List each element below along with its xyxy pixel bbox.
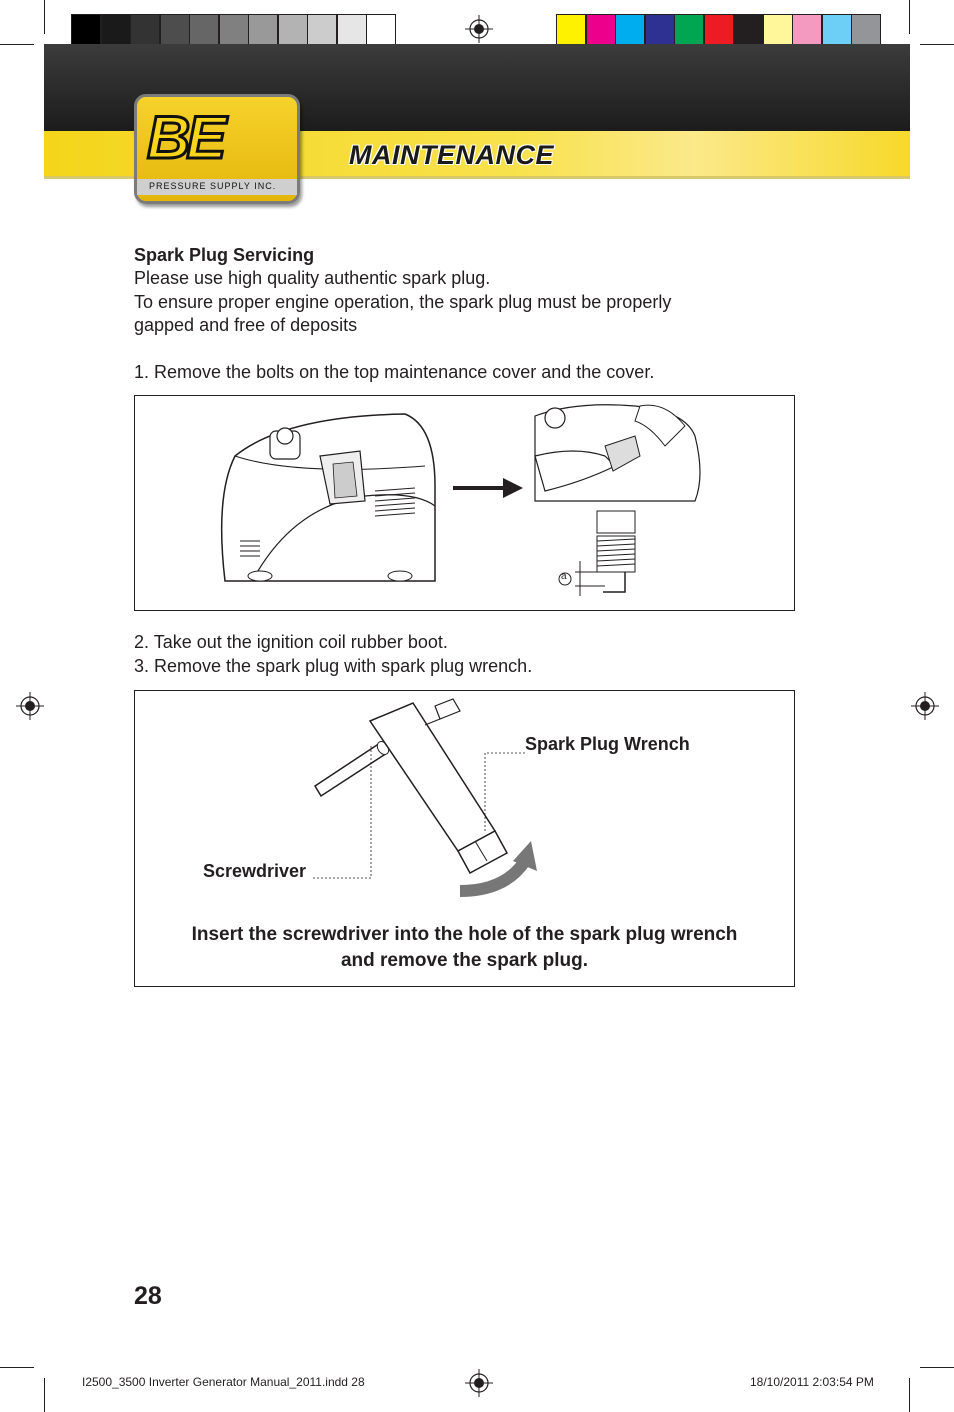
- crop-mark: [909, 0, 910, 34]
- section-heading: Spark Plug Servicing: [134, 245, 315, 265]
- figure-spark-plug-wrench: [134, 690, 795, 987]
- crop-mark: [44, 1378, 45, 1412]
- logo-subtext: PRESSURE SUPPLY INC.: [149, 181, 277, 191]
- color-swatch: [556, 14, 586, 45]
- color-swatch: [586, 14, 616, 45]
- crop-mark: [909, 1378, 910, 1412]
- color-swatch: [704, 14, 734, 45]
- registration-mark-icon: [465, 1369, 493, 1397]
- color-swatch: [645, 14, 675, 45]
- registration-mark-icon: [911, 692, 939, 720]
- color-swatch: [248, 14, 278, 45]
- caption-line: Insert the screwdriver into the hole of the spark plug wrench: [191, 924, 738, 945]
- wrench-label: Spark Plug Wrench: [525, 734, 690, 754]
- color-swatch: [219, 14, 249, 45]
- step-3: 3. Remove the spark plug with spark plug wrench.: [134, 656, 533, 676]
- color-swatch: [337, 14, 367, 45]
- screwdriver-label: Screwdriver: [203, 861, 307, 881]
- page-title: MAINTENANCE: [349, 140, 554, 170]
- registration-mark-icon: [465, 15, 493, 43]
- registration-mark-icon: [16, 692, 44, 720]
- company-logo: [134, 94, 300, 204]
- color-swatch: [101, 14, 131, 45]
- color-swatch: [160, 14, 190, 45]
- intro-line: gapped and free of deposits: [134, 315, 358, 335]
- logo-text: BE: [147, 104, 223, 171]
- figure-caption: [135, 922, 794, 974]
- color-swatch: [307, 14, 337, 45]
- color-swatch: [674, 14, 704, 45]
- crop-mark: [0, 1367, 34, 1368]
- intro-line: Please use high quality authentic spark plug.: [134, 268, 491, 288]
- crop-mark: [0, 44, 34, 45]
- color-swatch: [792, 14, 822, 45]
- color-swatch: [615, 14, 645, 45]
- color-swatch: [71, 14, 101, 45]
- step-1: 1. Remove the bolts on the top maintenance cover and the cover.: [134, 362, 655, 382]
- footer-timestamp: 18/10/2011 2:03:54 PM: [750, 1375, 874, 1389]
- caption-line: and remove the spark plug.: [340, 950, 589, 971]
- color-swatch: [278, 14, 308, 45]
- gap-label: a: [561, 571, 567, 582]
- generator-illustration: [135, 396, 794, 610]
- crop-mark: [920, 1367, 954, 1368]
- color-swatch: [851, 14, 881, 45]
- color-swatch: [130, 14, 160, 45]
- crop-mark: [920, 44, 954, 45]
- intro-line: To ensure proper engine operation, the spark plug must be properly: [134, 292, 672, 312]
- figure-cover-removal: [134, 395, 795, 611]
- color-swatch: [733, 14, 763, 45]
- footer-file-name: I2500_3500 Inverter Generator Manual_2011.indd 28: [82, 1375, 365, 1389]
- color-swatch: [366, 14, 396, 45]
- step-2: 2. Take out the ignition coil rubber boot.: [134, 632, 448, 652]
- color-swatch: [822, 14, 852, 45]
- color-swatch: [189, 14, 219, 45]
- color-swatch: [763, 14, 793, 45]
- page-number: 28: [134, 1282, 162, 1310]
- crop-mark: [44, 0, 45, 34]
